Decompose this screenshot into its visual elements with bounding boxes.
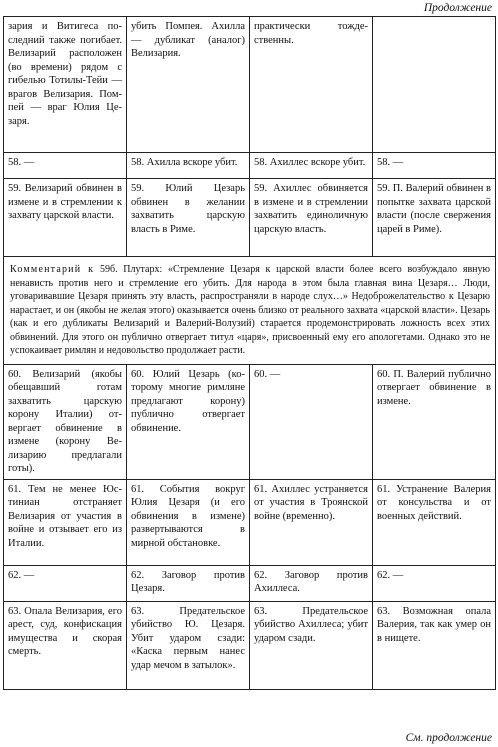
table-cell: 60. Юлий Цезарь (которому многие римляне предлагают корону) публично отвергает обвинение.	[127, 364, 250, 479]
table-cell: 62. Заговор против Цезаря.	[127, 565, 250, 601]
table-cell: 59. Ахиллес обвиняется в измене и в стремлении захватить единоличную царскую власть.	[250, 179, 373, 257]
table-cell: 61. Ахиллес устраняется от участия в Троянской войне (временно).	[250, 479, 373, 565]
table-cell: 58. —	[4, 153, 127, 179]
table-row	[4, 153, 496, 179]
table-cell: 60. П. Валерий публично отвергает обвинение в измене.	[373, 364, 496, 479]
table-cell	[373, 17, 496, 153]
table-cell: 58. Ахилла вскоре убит.	[127, 153, 250, 179]
table-cell: 60. Велизарий (якобы обещавший готам захватить царскую корону Италии) отвергает обвинение в измене (корону Велизарию предлагали готы).	[4, 364, 127, 479]
commentary-cell	[4, 257, 496, 365]
table-row	[4, 479, 496, 565]
table-cell: 62. Заговор против Ахиллеса.	[250, 565, 373, 601]
table-cell: 59. Велизарий обвинен в измене и в стремлении к захвату царской власти.	[4, 179, 127, 257]
table-cell: зария и Витигеса последний также погибает. Велизарий расположен (во времени) рядом с гибелью Тотилы-Тейи — врагов Велизария. Помпей — враг Юлия Цезаря.	[4, 17, 127, 153]
table-cell: 59. П. Валерий обвинен в попытке захвата царской власти (после свержения царей в Риме).	[373, 179, 496, 257]
table-cell: 58. Ахиллес вскоре убит.	[250, 153, 373, 179]
table-row	[4, 17, 496, 153]
table-cell: 59. Юлий Цезарь обвинен в желании захватить царскую власть в Риме.	[127, 179, 250, 257]
commentary-row	[4, 257, 496, 365]
continued-footer: См. продолжение	[405, 732, 492, 744]
continued-header: Продолжение	[423, 2, 492, 14]
table-cell: 58. —	[373, 153, 496, 179]
table-row	[4, 565, 496, 601]
table-cell: 63. Предательское убийство Ахиллеса; убит ударом сзади.	[250, 601, 373, 689]
table-cell: 62. —	[373, 565, 496, 601]
table-row	[4, 601, 496, 689]
table-cell: 60. —	[250, 364, 373, 479]
table-row	[4, 179, 496, 257]
table-cell: 61. События вокруг Юлия Цезаря (и его обвинения в измене) развертываются в мирной обстановке.	[127, 479, 250, 565]
table-cell: 61. Тем не менее Юстиниан отстраняет Велизария от участия в войне и отзывает его из Италии.	[4, 479, 127, 565]
table-cell: убить Помпея. Ахилла — дубликат (аналог) Велизария.	[127, 17, 250, 153]
commentary-text: 59б. Плутарх: «Стремление Цезаря к царской власти более всего возбуждало явную ненависть против него и стремление его убить. Для народа в этом была главная вина Цезаря… Люди, уговаривавшие Цезаря принять эту власть, распространяли в народе слух…» Недоброжелательство к Цезарю нарастает, и он (якобы не желая этого) оказывается очень близко от реального захвата «царской власти». Цезарь (как и его дубликаты Велизарий и Валерий-Волузий) старается продемонстрировать ложность всех этих обвинений. Для этого он публично отвергает титул «царя», присвоенный ему его апологетами. Однако это не успокаивает римлян и недовольство продолжает расти.	[10, 264, 490, 356]
table-row	[4, 364, 496, 479]
table-cell: 63. Предательское убийство Ю. Цезаря. Убит ударом сзади: «Каска первым нанес удар мечом в затылок».	[127, 601, 250, 689]
commentary-label: Комментарий к	[10, 264, 95, 275]
table-cell: 61. Устранение Валерия от консульства и от военных действий.	[373, 479, 496, 565]
table-cell: 63. Опала Велизария, его арест, суд, конфискация имущества и скорая смерть.	[4, 601, 127, 689]
table-cell: практически тождественны.	[250, 17, 373, 153]
table-cell: 62. —	[4, 565, 127, 601]
parallels-table	[3, 16, 496, 690]
table-cell: 63. Возможная опала Валерия, так как умер он в нищете.	[373, 601, 496, 689]
